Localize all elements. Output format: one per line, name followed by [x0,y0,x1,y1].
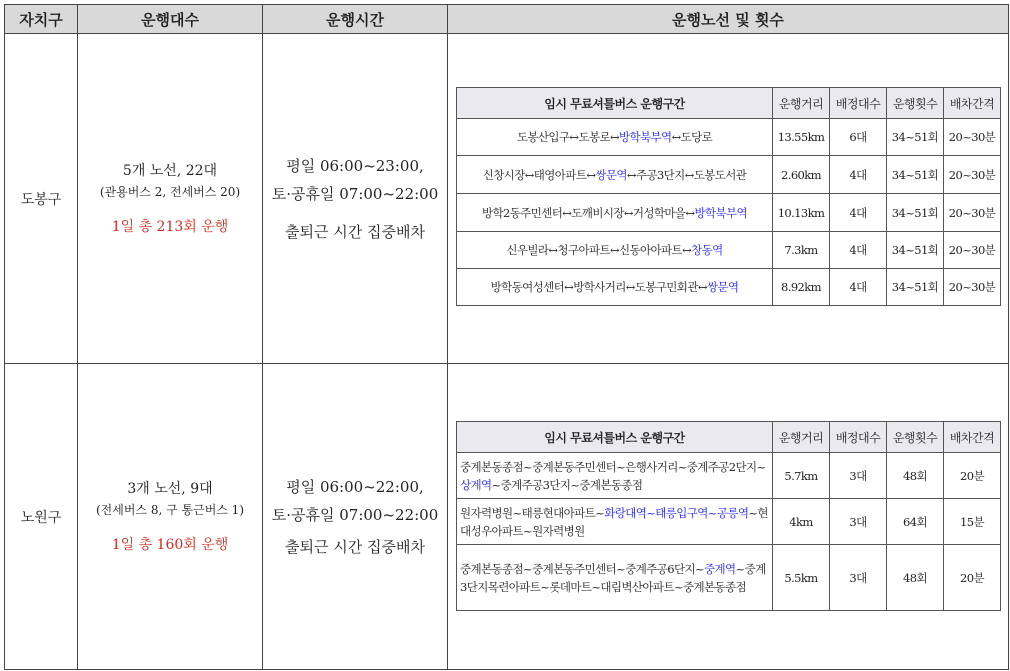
route-distance: 13.55km [773,119,830,156]
route-vehicles: 4대 [830,269,887,306]
header-hours: 운행시간 [263,5,448,34]
route-distance: 10.13km [773,194,830,232]
route-interval: 20~30분 [944,119,1001,156]
route-trips: 34~51회 [887,156,944,194]
header-row [5,5,1009,34]
route-path [457,119,773,156]
hours-info [263,364,448,670]
route-segment: 원자력병원~태릉현대아파트~ [460,505,605,520]
route-vehicles: 4대 [830,232,887,269]
route-path [457,194,773,232]
daily-total: 1일 총 213회 운행 [111,218,229,235]
route-interval: 20~30분 [944,194,1001,232]
route-row [457,453,1001,499]
route-vehicles: 4대 [830,156,887,194]
route-trips: 48회 [887,453,944,499]
route-segment: 방학동여성센터↔방학사거리↔도봉구민회관↔ [490,280,707,294]
header-route: 임시 무료셔틀버스 운행구간 [457,88,773,119]
header-distance: 운행거리 [773,422,830,453]
route-station: 상계역 [460,477,492,492]
route-trips: 34~51회 [887,194,944,232]
header-assigned: 배정대수 [830,422,887,453]
rush-hour-note: 출퇴근 시간 집중배차 [285,537,425,556]
route-row [457,499,1001,545]
route-distance: 7.3km [773,232,830,269]
route-trips: 48회 [887,545,944,611]
dobong-route-table [456,87,1001,306]
route-path [457,269,773,306]
route-vehicles: 3대 [830,545,887,611]
route-row [457,269,1001,306]
route-station: 화랑대역~태릉입구역~공릉역 [604,505,749,520]
header-district: 자치구 [5,5,78,34]
route-row [457,545,1001,611]
header-interval: 배차간격 [944,88,1001,119]
route-interval: 20분 [944,545,1001,611]
route-interval: 20~30분 [944,232,1001,269]
route-interval: 20~30분 [944,156,1001,194]
weekday-hours: 평일 06:00~22:00, [286,477,424,496]
route-trips: 34~51회 [887,269,944,306]
route-vehicles: 6대 [830,119,887,156]
route-trips: 34~51회 [887,232,944,269]
route-row [457,232,1001,269]
route-segment: 도봉산입구↔도봉로↔ [516,130,620,144]
hours-info [263,34,448,364]
district-name: 노원구 [5,364,78,670]
header-trips: 운행횟수 [887,422,944,453]
route-table-header [457,88,1001,119]
route-distance: 4km [773,499,830,545]
weekend-hours: 토·공휴일 07:00~22:00 [271,505,439,524]
route-path [457,545,773,611]
route-row [457,156,1001,194]
bus-breakdown: (전세버스 8, 구 통근버스 1) [95,502,245,517]
route-station: 방학북부역 [619,130,672,144]
route-distance: 8.92km [773,269,830,306]
route-segment: ~중계주공3단지~중계본동종점 [491,477,643,492]
route-vehicle-count: 3개 노선, 9대 [127,480,213,497]
route-interval: 15분 [944,499,1001,545]
header-assigned: 배정대수 [830,88,887,119]
route-segment: 중계본동종점~중계본동주민센터~중계주공6단지~ [460,561,705,576]
route-distance: 2.60km [773,156,830,194]
route-segment: 중계본동종점~중계본동주민센터~은행사거리~중계주공2단지~ [460,459,766,474]
route-segment: ↔도당로 [671,130,713,144]
route-segment: 신창시장↔태영아파트↔ [482,167,596,182]
bus-breakdown: (관용버스 2, 전세버스 20) [99,184,241,199]
route-distance: 5.5km [773,545,830,611]
route-distance: 5.7km [773,453,830,499]
route-path [457,232,773,269]
route-station: 창동역 [691,243,723,257]
route-trips: 64회 [887,499,944,545]
route-table-header [457,422,1001,453]
route-row [457,194,1001,232]
header-interval: 배차간격 [944,422,1001,453]
route-vehicles: 3대 [830,499,887,545]
route-segment: 방학2동주민센터↔도깨비시장↔거성학마을↔ [481,205,695,220]
header-route: 임시 무료셔틀버스 운행구간 [457,422,773,453]
route-station: 방학북부역 [694,205,748,220]
weekday-hours: 평일 06:00~23:00, [286,156,424,175]
rush-hour-note: 출퇴근 시간 집중배차 [285,222,425,241]
district-name: 도봉구 [5,34,78,364]
nowon-route-table [456,421,1001,611]
route-segment: ↔주공3단지↔도봉도서관 [626,167,747,182]
route-path [457,499,773,545]
daily-total: 1일 총 160회 운행 [111,536,229,553]
header-routes: 운행노선 및 횟수 [448,5,1009,34]
route-interval: 20분 [944,453,1001,499]
route-station: 중계역 [704,561,736,576]
route-station: 쌍문역 [706,280,739,294]
vehicle-info [78,364,263,670]
route-vehicle-count: 5개 노선, 22대 [122,162,218,179]
route-row [457,119,1001,156]
header-distance: 운행거리 [773,88,830,119]
route-segment: ~중계3단지목련아파트~롯데마트~대림벽산아파트~중계본동종점 [460,561,766,594]
route-trips: 34~51회 [887,119,944,156]
route-vehicles: 4대 [830,194,887,232]
route-segment: 신우빌라↔청구아파트↔신동아아파트↔ [506,243,692,257]
header-vehicles: 운행대수 [78,5,263,34]
route-segment: ~현대성우아파트~원자력병원 [460,505,768,538]
weekend-hours: 토·공휴일 07:00~22:00 [271,184,439,203]
route-vehicles: 3대 [830,453,887,499]
route-station: 쌍문역 [595,167,627,182]
route-path [457,453,773,499]
route-interval: 20~30분 [944,269,1001,306]
vehicle-info [78,34,263,364]
header-trips: 운행횟수 [887,88,944,119]
route-path [457,156,773,194]
